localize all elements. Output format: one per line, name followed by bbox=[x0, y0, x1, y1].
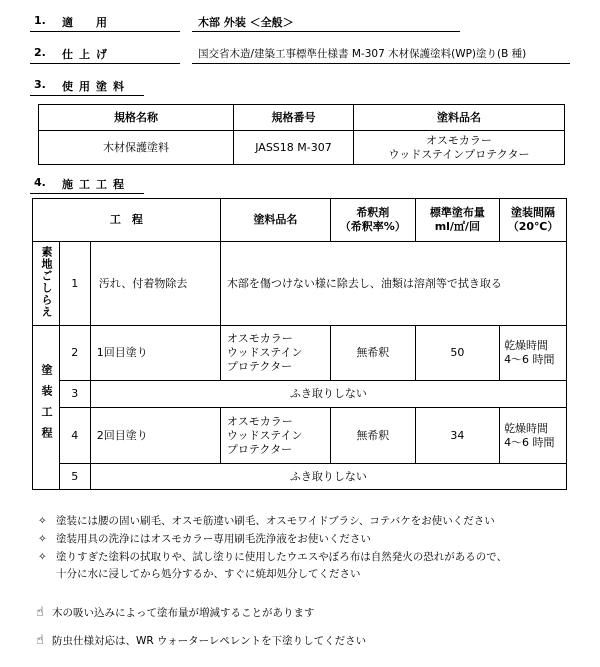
group-paint-label: 塗装工程 bbox=[39, 363, 53, 448]
note-3 bbox=[38, 550, 507, 565]
product-name-line-1: オスモカラー bbox=[426, 133, 492, 147]
row-4-no: 4 bbox=[59, 408, 90, 464]
row-4-product bbox=[220, 408, 330, 464]
tip-1-text: 木の吸い込みによって塗布量が増減することがあります bbox=[52, 607, 315, 619]
note-1-text: 塗装には腰の固い刷毛、オスモ筋違い刷毛、オスモワイドブラシ、コテバケをお使いください bbox=[56, 515, 495, 527]
pointing-finger-icon: ☝ bbox=[36, 633, 44, 648]
cell-spec-number: JASS18 M-307 bbox=[234, 131, 354, 165]
row-4-interval-line-2: 4～6 時間 bbox=[504, 435, 555, 449]
header-thinner bbox=[331, 199, 416, 242]
pointing-finger-icon: ☝ bbox=[36, 605, 44, 620]
header-process: 工 程 bbox=[33, 199, 221, 242]
note-4-text: 十分に水に浸してから処分するか、すぐに焼却処分してください bbox=[56, 568, 361, 580]
row-4-step: 2回目塗り bbox=[90, 408, 220, 464]
cell-spec-name: 木材保護塗料 bbox=[39, 131, 234, 165]
row-2-product-line-3: プロテクター bbox=[226, 360, 293, 373]
row-2-no: 2 bbox=[59, 326, 90, 381]
row-3-detail: ふき取りしない bbox=[90, 381, 566, 408]
table-row bbox=[33, 326, 567, 381]
row-3-no: 3 bbox=[59, 381, 90, 408]
sparkle-icon: ✧ bbox=[38, 533, 47, 545]
sparkle-icon: ✧ bbox=[38, 551, 47, 563]
header-spec-number: 規格番号 bbox=[234, 105, 354, 131]
group-prep-cell bbox=[33, 242, 60, 326]
section-2-value: 国交省木造/建築工事標準仕様書 M-307 木材保護塗料(WP)塗り(B 種) bbox=[198, 48, 527, 60]
header-spec-name: 規格名称 bbox=[39, 105, 234, 131]
row-2-interval bbox=[500, 326, 567, 381]
row-2-step: 1回目塗り bbox=[90, 326, 220, 381]
row-4-coverage: 34 bbox=[415, 408, 499, 464]
header-coverage-line-1: 標準塗布量 bbox=[429, 206, 485, 219]
group-prep-label: 素地ごしらえ bbox=[39, 245, 53, 318]
section-1-underline bbox=[30, 31, 180, 32]
header-thinner-line-2: （希釈率%） bbox=[339, 220, 406, 233]
section-1-title: 適 用 bbox=[62, 16, 113, 29]
row-4-product-line-1: オスモカラー bbox=[226, 414, 293, 428]
section-1-value-underline bbox=[192, 31, 460, 32]
note-4 bbox=[38, 567, 361, 582]
section-4-underline bbox=[30, 193, 144, 194]
section-4-number: 4. bbox=[34, 176, 46, 189]
header-interval bbox=[500, 199, 567, 242]
cell-product-name bbox=[354, 131, 565, 165]
row-2-product-line-2: ウッドステイン bbox=[226, 346, 303, 359]
row-1-step: 汚れ、付着物除去 bbox=[90, 242, 220, 326]
section-2-title: 仕上げ bbox=[62, 48, 113, 61]
row-2-product-line-1: オスモカラー bbox=[226, 332, 293, 345]
sparkle-icon: ✧ bbox=[38, 515, 47, 527]
section-1-value: 木部 外装 ＜全般＞ bbox=[198, 16, 294, 29]
header-interval-line-2: （20℃） bbox=[507, 220, 559, 233]
table-row bbox=[33, 381, 567, 408]
row-4-interval-line-1: 乾燥時間 bbox=[504, 421, 549, 435]
tip-2-text: 防虫仕様対応は、WR ウォーターレペレントを下塗りしてください bbox=[52, 635, 367, 647]
section-2-number: 2. bbox=[34, 46, 46, 59]
row-5-no: 5 bbox=[59, 464, 90, 490]
header-product-name: 塗料品名 bbox=[354, 105, 565, 131]
section-2-underline bbox=[30, 63, 180, 64]
group-paint-cell bbox=[33, 326, 60, 490]
row-1-no: 1 bbox=[59, 242, 90, 326]
header-coverage bbox=[415, 199, 499, 242]
product-name-line-2: ウッドステインプロテクター bbox=[388, 147, 530, 161]
header-product: 塗料品名 bbox=[220, 199, 330, 242]
section-3-title: 使用塗料 bbox=[62, 80, 130, 93]
note-2 bbox=[38, 532, 371, 547]
row-2-interval-line-2: 4～6 時間 bbox=[504, 353, 555, 366]
note-1 bbox=[38, 514, 495, 529]
section-1-number: 1. bbox=[34, 14, 46, 27]
header-thinner-line-1: 希釈剤 bbox=[356, 206, 390, 219]
section-3-underline bbox=[30, 95, 144, 96]
note-2-text: 塗装用具の洗浄にはオスモカラー専用刷毛洗浄液をお使いください bbox=[56, 533, 371, 545]
section-3-number: 3. bbox=[34, 78, 46, 91]
tip-2 bbox=[36, 633, 366, 649]
row-5-detail: ふき取りしない bbox=[90, 464, 566, 490]
header-coverage-line-2: ml/㎡/回 bbox=[434, 220, 480, 233]
row-4-product-line-2: ウッドステイン bbox=[226, 428, 303, 442]
row-2-coverage: 50 bbox=[415, 326, 499, 381]
section-4-title: 施工工程 bbox=[62, 178, 130, 191]
note-3-text: 塗りすぎた塗料の拭取りや、試し塗りに使用したウエスやぼろ布は自然発火の恐れがあるので、 bbox=[56, 551, 508, 563]
row-4-interval bbox=[500, 408, 567, 464]
table-row bbox=[33, 408, 567, 464]
row-4-thinner: 無希釈 bbox=[331, 408, 416, 464]
section-2-value-underline bbox=[192, 63, 570, 64]
header-interval-line-1: 塗装間隔 bbox=[511, 206, 556, 219]
table-row bbox=[33, 464, 567, 490]
row-1-detail: 木部を傷つけない様に除去し、油類は溶剤等で拭き取る bbox=[220, 242, 566, 326]
tip-1 bbox=[36, 605, 315, 621]
process-table bbox=[32, 198, 567, 490]
row-2-product bbox=[220, 326, 330, 381]
row-2-thinner: 無希釈 bbox=[331, 326, 416, 381]
table-row bbox=[33, 242, 567, 326]
paint-spec-table bbox=[38, 104, 565, 165]
row-4-product-line-3: プロテクター bbox=[226, 442, 293, 456]
row-2-interval-line-1: 乾燥時間 bbox=[504, 339, 549, 352]
